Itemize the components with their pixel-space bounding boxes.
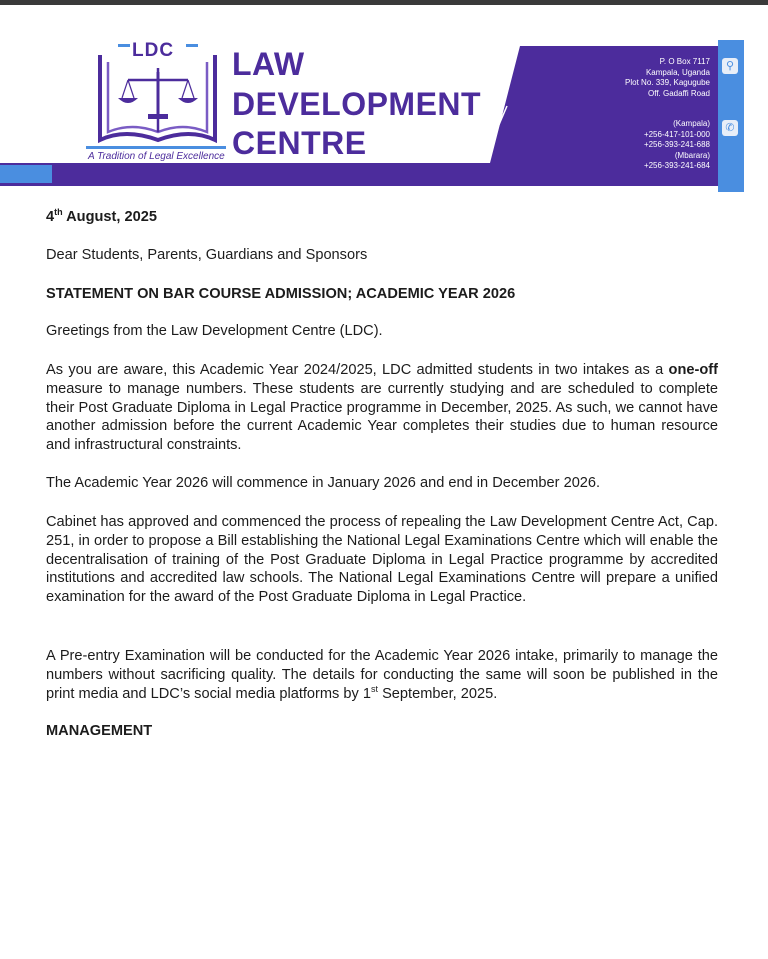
paragraph-intakes xyxy=(46,361,718,455)
address-line: Kampala, Uganda xyxy=(645,67,710,77)
address-line: P. O Box 7117 xyxy=(659,57,710,66)
date-suffix: th xyxy=(54,207,63,218)
paragraph-pre-entry xyxy=(46,647,718,703)
paragraph-text: September, 2025. xyxy=(378,685,498,702)
phone-line: +256-417-101-000 xyxy=(643,129,710,139)
paragraph-text: measure to manage numbers. These students are currently studying and are scheduled to complete their Post Graduate Diploma in Legal Practice programme in December, 2025. As such, we cannot have another admission before the current Academic Year completes their studies due to human resource and infrastructural constraints. xyxy=(46,380,718,454)
date-day: 4 xyxy=(46,209,55,225)
phone-block xyxy=(644,119,710,172)
tagline: A Tradition of Legal Excellence xyxy=(88,151,225,162)
org-name-line-2: DEVELOPMENT xyxy=(232,86,482,122)
emphasis-one-off: one-off xyxy=(668,362,718,378)
salutation: Dear Students, Parents, Guardians and Sponsors xyxy=(46,247,368,263)
letter-date xyxy=(46,208,718,227)
location-pin-icon: ⚲ xyxy=(722,58,738,74)
phone-line: +256-393-241-688 xyxy=(643,140,710,149)
signoff: MANAGEMENT xyxy=(46,723,153,739)
statement-heading: STATEMENT ON BAR COURSE ADMISSION; ACADEMIC YEAR 2026 xyxy=(46,286,516,302)
phone-line: (Mbarara) xyxy=(674,150,710,160)
paragraph-academic-year: The Academic Year 2026 will commence in January 2026 and end in December 2026. xyxy=(46,475,601,491)
org-name-line-3: CENTRE xyxy=(232,125,367,161)
date-suffix: st xyxy=(371,683,379,694)
org-name-line-1: LAW xyxy=(232,46,305,82)
blue-tab-left xyxy=(0,165,52,183)
paragraph-text: A Pre-entry Examination will be conducted for the Academic Year 2026 intake, primarily to manage the numbers without sacrificing quality. The details for conducting the same will soon be published in the print media and LDC’s social media platforms by 1 xyxy=(46,648,718,702)
address-line: Plot No. 339, Kagugube xyxy=(625,78,710,87)
phone-line: (Kampala) xyxy=(673,119,710,128)
letterhead xyxy=(0,0,768,200)
phone-line: +256-393-241-684 xyxy=(643,161,710,170)
logo-abbreviation: LDC xyxy=(132,40,175,61)
date-month-year: August, 2025 xyxy=(62,209,157,225)
paragraph-text: As you are aware, this Academic Year 2024/2025, LDC admitted students in two intakes as a xyxy=(46,362,669,378)
address-block xyxy=(625,57,710,99)
address-line: Off. Gadaffi Road xyxy=(648,88,710,98)
phone-icon: ✆ xyxy=(722,120,738,136)
greeting: Greetings from the Law Development Centre (LDC). xyxy=(46,323,383,339)
paragraph-cabinet: Cabinet has approved and commenced the process of repealing the Law Development Centre Act, Cap. 251, in order to propose a Bill establishing the National Legal Examinations Centre which will enable the decentralisation of training of the Post Graduate Diploma in Legal Practice programme by accredited institutions and accredited law schools. The National Legal Examinations Centre will prepare a unified examination for the award of the Post Graduate Diploma in Legal Practice. xyxy=(46,514,718,606)
